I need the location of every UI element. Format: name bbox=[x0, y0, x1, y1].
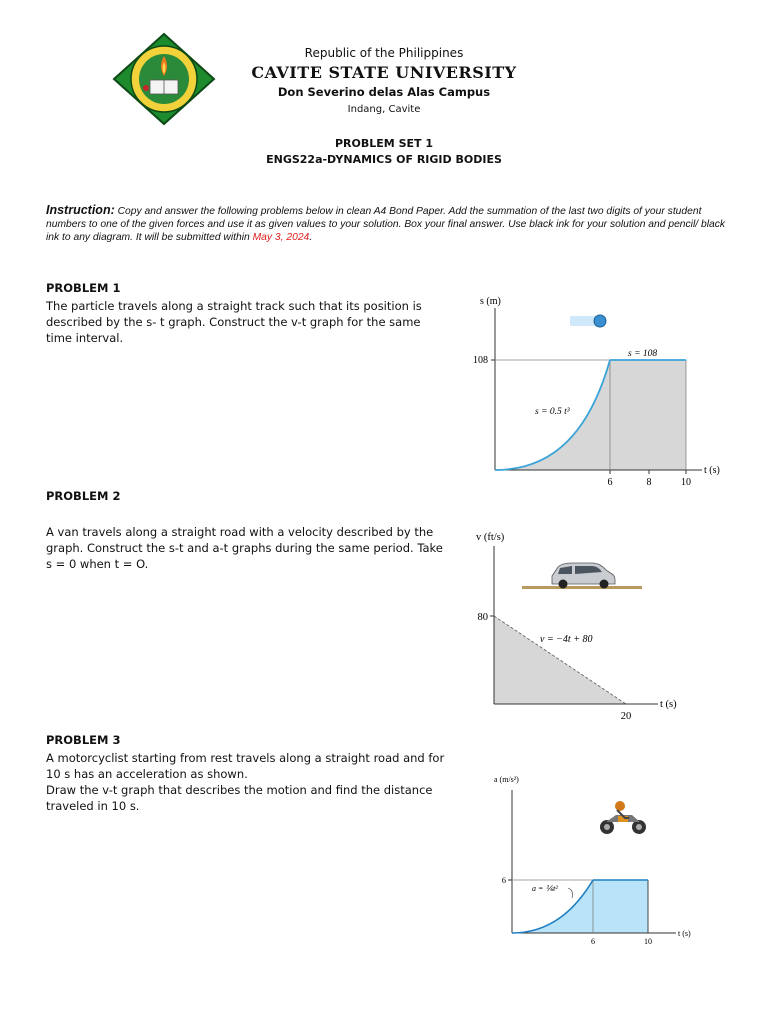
figure-2-vt-graph bbox=[460, 528, 740, 728]
problem-2-text: A van travels along a straight road with a velocity described by the graph. Construct the s-t and a-t graphs during the same period. Take s = 0 when t = O. bbox=[46, 525, 443, 571]
fig1-xtick-6: 6 bbox=[607, 477, 613, 488]
fig3-xtick-6: 6 bbox=[591, 937, 595, 946]
problem-1-text: The particle travels along a straight track such that its position is described by the s- t graph. Construct the v-t graph for the same time interval. bbox=[46, 299, 422, 345]
problem-3-title: PROBLEM 3 bbox=[46, 733, 121, 747]
fig2-xtick-20: 20 bbox=[620, 711, 632, 722]
instruction-text: Copy and answer the following problems below in clean A4 Bond Paper. Add the summation of the last two digits of your student numbers to one of the given forces and use it as given values to your solution. Box your final answer. Use black ink for your solution and pencil/ black ink to any diagram. It will be submitted within bbox=[46, 206, 726, 243]
course-title: ENGS22a-DYNAMICS OF RIGID BODIES bbox=[266, 153, 502, 166]
fig1-xtick-8: 8 bbox=[646, 477, 652, 488]
due-date: May 3, 2024 bbox=[252, 232, 310, 243]
fig1-xtick-10: 10 bbox=[681, 477, 691, 488]
fig3-ylabel: a (m/s²) bbox=[494, 775, 519, 784]
university-name: CAVITE STATE UNIVERSITY bbox=[251, 63, 517, 82]
problem-2-title: PROBLEM 2 bbox=[46, 489, 121, 503]
fig1-ytick-108: 108 bbox=[473, 355, 488, 366]
fig1-flat-label: s = 108 bbox=[628, 349, 658, 359]
figure-1-st-graph bbox=[460, 290, 740, 490]
problem-3-text: A motorcyclist starting from rest travels along a straight road and for 10 s has an acceleration as shown. Draw the v-t graph that describes the motion and find the distance traveled in 10 s. bbox=[46, 751, 445, 813]
fig3-xtick-10: 10 bbox=[644, 937, 652, 946]
problem-1-title: PROBLEM 1 bbox=[46, 281, 121, 295]
fig3-curve-label: a = ⅙t² bbox=[532, 884, 558, 893]
particle-icon bbox=[594, 315, 606, 327]
fig2-ylabel: v (ft/s) bbox=[476, 532, 505, 543]
fig1-xlabel: t (s) bbox=[704, 465, 720, 476]
problem-set-title: PROBLEM SET 1 bbox=[335, 137, 433, 150]
campus-location: Indang, Cavite bbox=[347, 104, 421, 115]
figure-3-at-graph bbox=[480, 770, 720, 950]
fig1-area bbox=[495, 360, 686, 470]
fig2-area bbox=[494, 616, 626, 704]
fig1-ylabel: s (m) bbox=[480, 296, 501, 307]
fig2-xlabel: t (s) bbox=[660, 699, 677, 710]
fig3-ytick-6: 6 bbox=[501, 875, 506, 885]
fig2-ytick-80: 80 bbox=[477, 612, 488, 623]
fig2-line-label: v = −4t + 80 bbox=[540, 634, 593, 645]
motorcycle-icon bbox=[600, 801, 646, 834]
instruction-label: Instruction: bbox=[46, 203, 115, 217]
instruction-paragraph: Instruction: Copy and answer the following problems below in clean A4 Bond Paper. Add the summation of the last two digits of your student numbers to one of the given forces and use it as given values to your solution. Box your final answer. Use black ink for your solution and pencil/ black ink to any diagram. It will be submitted within May 3, 2024. bbox=[46, 203, 726, 243]
van-icon bbox=[522, 563, 642, 589]
fig3-xlabel: t (s) bbox=[678, 929, 691, 938]
campus-name: Don Severino delas Alas Campus bbox=[277, 85, 491, 99]
republic-line: Republic of the Philippines bbox=[304, 46, 464, 60]
fig1-curve-label: s = 0.5 t³ bbox=[535, 407, 570, 417]
